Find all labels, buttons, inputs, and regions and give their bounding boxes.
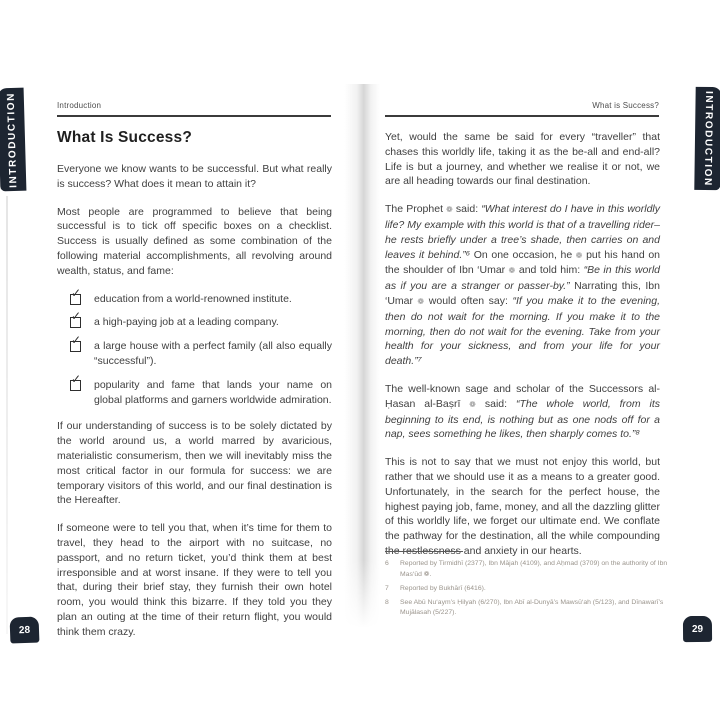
- text-run: On one occasion, he: [470, 248, 576, 261]
- left-bookmark-tab-label: INTRODUCTION: [5, 91, 19, 188]
- checklist-item: [70, 371, 332, 408]
- paragraph: [385, 455, 660, 559]
- footnote-text: Reported by Bukhārī (6416).: [400, 584, 486, 592]
- page-number-tab-left: [10, 617, 40, 644]
- text-run: said:: [476, 397, 516, 410]
- left-header-rule: [57, 115, 331, 117]
- text-run: “Be in this world as if you are a stranger or passer-by.”: [385, 264, 661, 293]
- page-number-right: 29: [691, 623, 704, 635]
- honorific-icon: ❁: [417, 296, 425, 306]
- left-page-content: [57, 129, 332, 653]
- right-header-rule: [385, 115, 659, 117]
- footnote: [385, 559, 668, 580]
- checklist-item: [70, 333, 332, 369]
- text-run: Everyone we know wants to be successful. But what really is success? What does it mean to attain it?: [57, 163, 332, 190]
- paragraph: [385, 202, 660, 369]
- checkbox-checked-icon: [70, 333, 82, 352]
- page-gutter-fade: [344, 560, 380, 640]
- chapter-heading: What Is Success?: [57, 129, 192, 146]
- right-running-header: What is Success?: [592, 101, 659, 110]
- text-run: This is not to say that we must not enjoy this world, but rather that we should use it as a means to a greater good. Unfortunately, in the search for the perfect house, the highest paying job, fame, money, and all the dazzling glitter of this worldly life, we forget our ultimate end. We conflate the pathway for the destination, all the while compounding the restlessness and anxiety in our hearts.: [385, 456, 660, 557]
- checkbox-checked-icon: [70, 285, 82, 305]
- checklist-item-label: education from a world-renowned institute.: [94, 292, 292, 305]
- footnote-text: Reported by Tirmidhī (2377), Ibn Mājah (4109), and Aḥmad (3709) on the authority of Ibn Mas‘ūd ❁.: [400, 560, 668, 578]
- paragraph: [385, 130, 660, 189]
- honorific-icon: ❁: [469, 399, 476, 409]
- paragraph: [57, 162, 332, 192]
- paragraph: [385, 382, 660, 442]
- text-run: The Prophet: [385, 203, 447, 216]
- left-bookmark-tab: [0, 88, 26, 192]
- text-run: would often say:: [424, 294, 513, 307]
- left-paragraphs-top: [57, 162, 332, 279]
- checklist-item-label: popularity and fame that lands your name on global platforms and garners worldwide admiration.: [94, 378, 332, 406]
- right-paragraphs: [385, 130, 660, 559]
- right-bookmark-tab: [694, 87, 720, 190]
- honorific-icon: ❁: [575, 250, 583, 260]
- footnotes: [385, 551, 668, 622]
- text-run: Narrating this, Ibn ‘Umar: [385, 280, 660, 307]
- paragraph: [57, 419, 332, 508]
- text-run: “The whole world, from its beginning to its end, is nothing but as one nods off for a nap, sees something he likes, then sharply comes to.”⁸: [385, 397, 661, 441]
- footnote: [385, 598, 668, 619]
- text-run: If someone were to tell you that, when it’s time for them to travel, they head to the airport with no suitcase, no passport, and no return ticket, you’d think them at best irresponsible and at worst insane. If they were to tell you that, during their brief stay, they furnish their own hotel room, you would think this bizarre. If they told you they plan an outing at the time of their return flight, you would think them crazy.: [57, 522, 332, 638]
- checklist: [57, 285, 332, 408]
- text-run: The well-known sage and scholar of the Successors al-Ḥasan al-Baṣrī: [385, 382, 660, 410]
- text-run: and told him:: [515, 264, 584, 277]
- check-icon: ✓: [71, 285, 82, 300]
- right-page-content: [385, 130, 660, 572]
- footnote-text: See Abū Nu‘aym’s Ḥilyah (6/270), Ibn Abī al-Dunyā’s Mawsū‘ah (5/123), and Dīnawarī’s Mujālasah (5/227).: [400, 598, 664, 617]
- honorific-icon: ❁: [446, 205, 453, 215]
- page-number-left: 28: [18, 624, 31, 636]
- paragraph: [57, 205, 332, 279]
- footnote: [385, 584, 668, 595]
- left-running-header: Introduction: [57, 101, 102, 110]
- checklist-item: [70, 285, 332, 307]
- checkbox-checked-icon: [70, 371, 82, 391]
- footnote-rule: [385, 551, 463, 552]
- check-icon: ✓: [71, 371, 82, 386]
- text-run: “If you make it to the evening, then do not wait for the morning. If you make it to the morning, then do not wait for the evening. Take from your health for your sickness, and from your life for your death.”⁷: [385, 294, 660, 368]
- checklist-item-label: a large house with a perfect family (all also equally “successful”).: [94, 340, 332, 367]
- check-icon: ✓: [71, 309, 82, 324]
- footnote-number: 8: [385, 598, 389, 606]
- text-run: If our understanding of success is to be solely dictated by the world around us, a world marred by avaricious, materialistic consumerism, then we will inevitably miss the most critical factor in our formula for success: we are temporary visitors of this world, and our final destination is the Hereafter.: [57, 420, 332, 507]
- text-run: Most people are programmed to believe that being successful is to tick off specific boxes on a checklist. Success is usually defined as some combination of the following material accomplishments, all revolving around wealth, status, and fame:: [57, 205, 332, 277]
- checkbox-checked-icon: [70, 309, 82, 328]
- text-run: “What interest do I have in this worldly life? My example with this world is that of a travelling rider–he rests briefly under a tree’s shade, then carries on and leaves it behind.”⁶: [385, 203, 660, 261]
- right-bookmark-tab-label: INTRODUCTION: [701, 90, 715, 187]
- page-number-tab-right: [683, 616, 712, 642]
- page-gutter-shadow: [344, 84, 380, 632]
- footnote-list: [385, 559, 668, 619]
- footnote-number: 7: [385, 584, 389, 592]
- footnote-number: 6: [385, 560, 389, 567]
- paragraph: [57, 521, 332, 639]
- checklist-item-label: a high-paying job at a leading company.: [94, 316, 279, 329]
- honorific-icon: ❁: [508, 266, 516, 276]
- text-run: put his hand on the shoulder of Ibn ‘Umar: [385, 248, 660, 277]
- text-run: Yet, would the same be said for every “traveller” that chases this worldly life, taking it as the be-all and end-all? Life is but a journey, and whether we realise it or not, we are all heading towards our final destination.: [385, 131, 660, 188]
- checklist-item: [70, 309, 332, 330]
- check-icon: ✓: [71, 333, 82, 348]
- left-page-edge: [6, 196, 8, 634]
- text-run: said:: [452, 203, 482, 216]
- left-paragraphs-bottom: [57, 419, 332, 639]
